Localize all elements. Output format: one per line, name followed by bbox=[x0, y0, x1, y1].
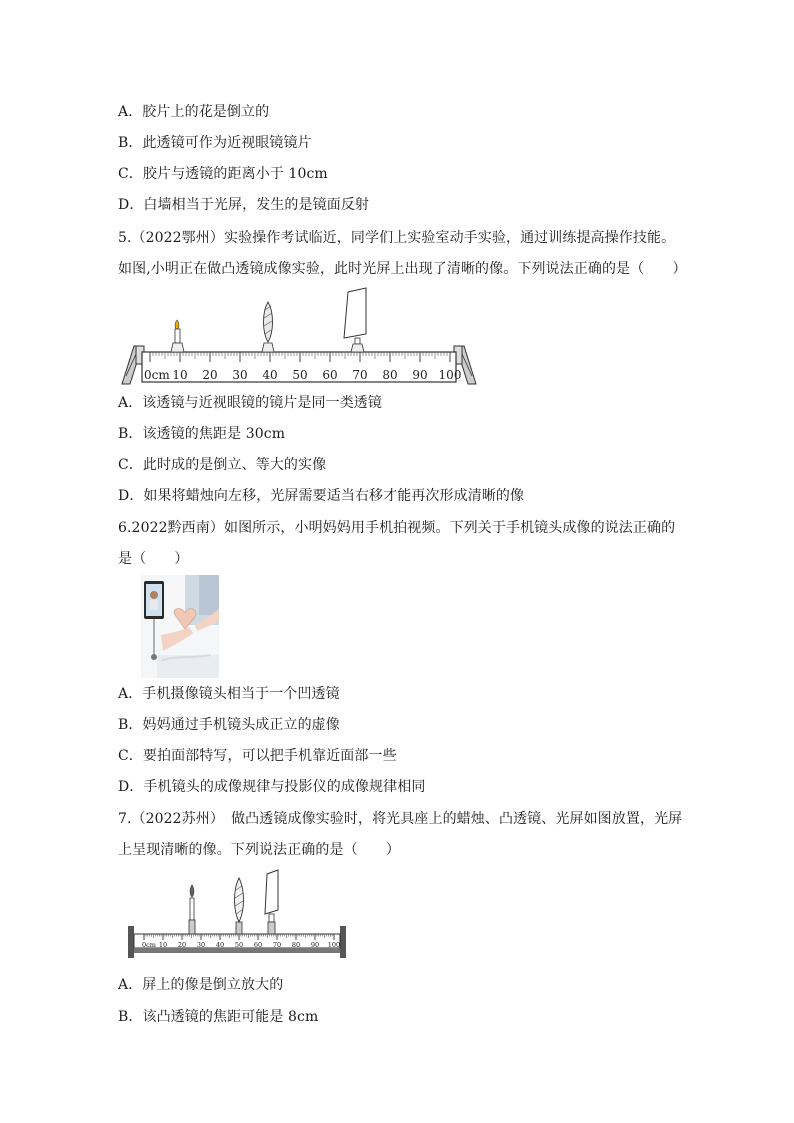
q5-option-b: B．该透镜的焦距是 30cm bbox=[118, 426, 286, 442]
left-leg bbox=[128, 926, 134, 958]
ruler-label: 20 bbox=[202, 368, 218, 382]
right-leg bbox=[340, 926, 346, 958]
convex-lens bbox=[235, 878, 244, 934]
ruler-label: 90 bbox=[310, 941, 320, 949]
ruler-label: 70 bbox=[272, 941, 282, 949]
q5-option-d: D．如果将蜡烛向左移，光屏需要适当右移才能再次形成清晰的像 bbox=[118, 488, 525, 504]
q5-optical-bench-figure bbox=[120, 286, 480, 386]
q6-option-d: D．手机镜头的成像规律与投影仪的成像规律相同 bbox=[118, 779, 426, 795]
ruler-label: 20 bbox=[177, 941, 187, 949]
q5-stem-line1: 5.（2022鄂州）实验操作考试临近，同学们上实验室动手实验，通过训练提高操作技能。 bbox=[118, 230, 676, 246]
ruler-label: 0cm bbox=[142, 941, 156, 949]
q4-option-c: C．胶片与透镜的距离小于 10cm bbox=[118, 166, 328, 182]
q6-option-b: B．妈妈通过手机镜头成正立的虚像 bbox=[118, 717, 340, 733]
q6-stem-line1: 6.2022黔西南）如图所示，小明妈妈用手机拍视频。下列关于手机镜头成像的说法正确的 bbox=[118, 520, 676, 536]
ruler-label: 30 bbox=[232, 368, 248, 382]
q6-option-a: A．手机摄像镜头相当于一个凹透镜 bbox=[118, 686, 340, 702]
ruler-label: 70 bbox=[352, 368, 368, 382]
q7-optical-bench-figure bbox=[122, 868, 358, 962]
ruler-label: 40 bbox=[262, 368, 278, 382]
q4-option-a: A．胶片上的花是倒立的 bbox=[118, 104, 270, 120]
ruler-label: 100 bbox=[438, 368, 462, 382]
q5-option-c: C．此时成的是倒立、等大的实像 bbox=[118, 457, 327, 473]
ruler-label: 40 bbox=[215, 941, 225, 949]
ruler-label: 30 bbox=[196, 941, 206, 949]
ruler-label: 10 bbox=[158, 941, 168, 949]
candle bbox=[189, 885, 195, 934]
q5-option-a: A．该透镜与近视眼镜的镜片是同一类透镜 bbox=[118, 395, 383, 411]
q7-stem-line1: 7.（2022苏州） 做凸透镜成像实验时，将光具座上的蜡烛、凸透镜、光屏如图放置，光屏 bbox=[118, 811, 683, 827]
ruler-label: 60 bbox=[253, 941, 263, 949]
q4-option-b: B．此透镜可作为近视眼镜镜片 bbox=[118, 135, 312, 151]
ruler-label: 80 bbox=[291, 941, 301, 949]
q7-option-b: B．该凸透镜的焦距可能是 8cm bbox=[118, 1009, 319, 1025]
ruler-label: 80 bbox=[382, 368, 398, 382]
ruler-label: 10 bbox=[172, 368, 188, 382]
candle bbox=[171, 320, 184, 352]
ruler-label: 50 bbox=[234, 941, 244, 949]
light-screen bbox=[265, 870, 278, 934]
q4-option-d: D．白墙相当于光屏，发生的是镜面反射 bbox=[118, 197, 370, 213]
q7-stem-line2: 上呈现清晰的像。下列说法正确的是（ ） bbox=[118, 842, 400, 858]
ruler-label: 50 bbox=[292, 368, 308, 382]
q7-option-a: A．屏上的像是倒立放大的 bbox=[118, 977, 284, 993]
q5-stem-line2: 如图,小明正在做凸透镜成像实验，此时光屏上出现了清晰的像。下列说法正确的是（ ） bbox=[118, 261, 687, 277]
ruler-label: 0cm bbox=[144, 368, 170, 382]
ruler-label: 90 bbox=[412, 368, 428, 382]
ruler-label: 100 bbox=[327, 941, 341, 949]
convex-lens bbox=[262, 302, 274, 352]
q6-stem-line2: 是（ ） bbox=[118, 551, 189, 567]
ruler-label: 60 bbox=[322, 368, 338, 382]
q6-phone-photo bbox=[141, 575, 219, 678]
light-screen bbox=[344, 288, 366, 352]
q6-option-c: C．要拍面部特写，可以把手机靠近面部一些 bbox=[118, 748, 397, 764]
